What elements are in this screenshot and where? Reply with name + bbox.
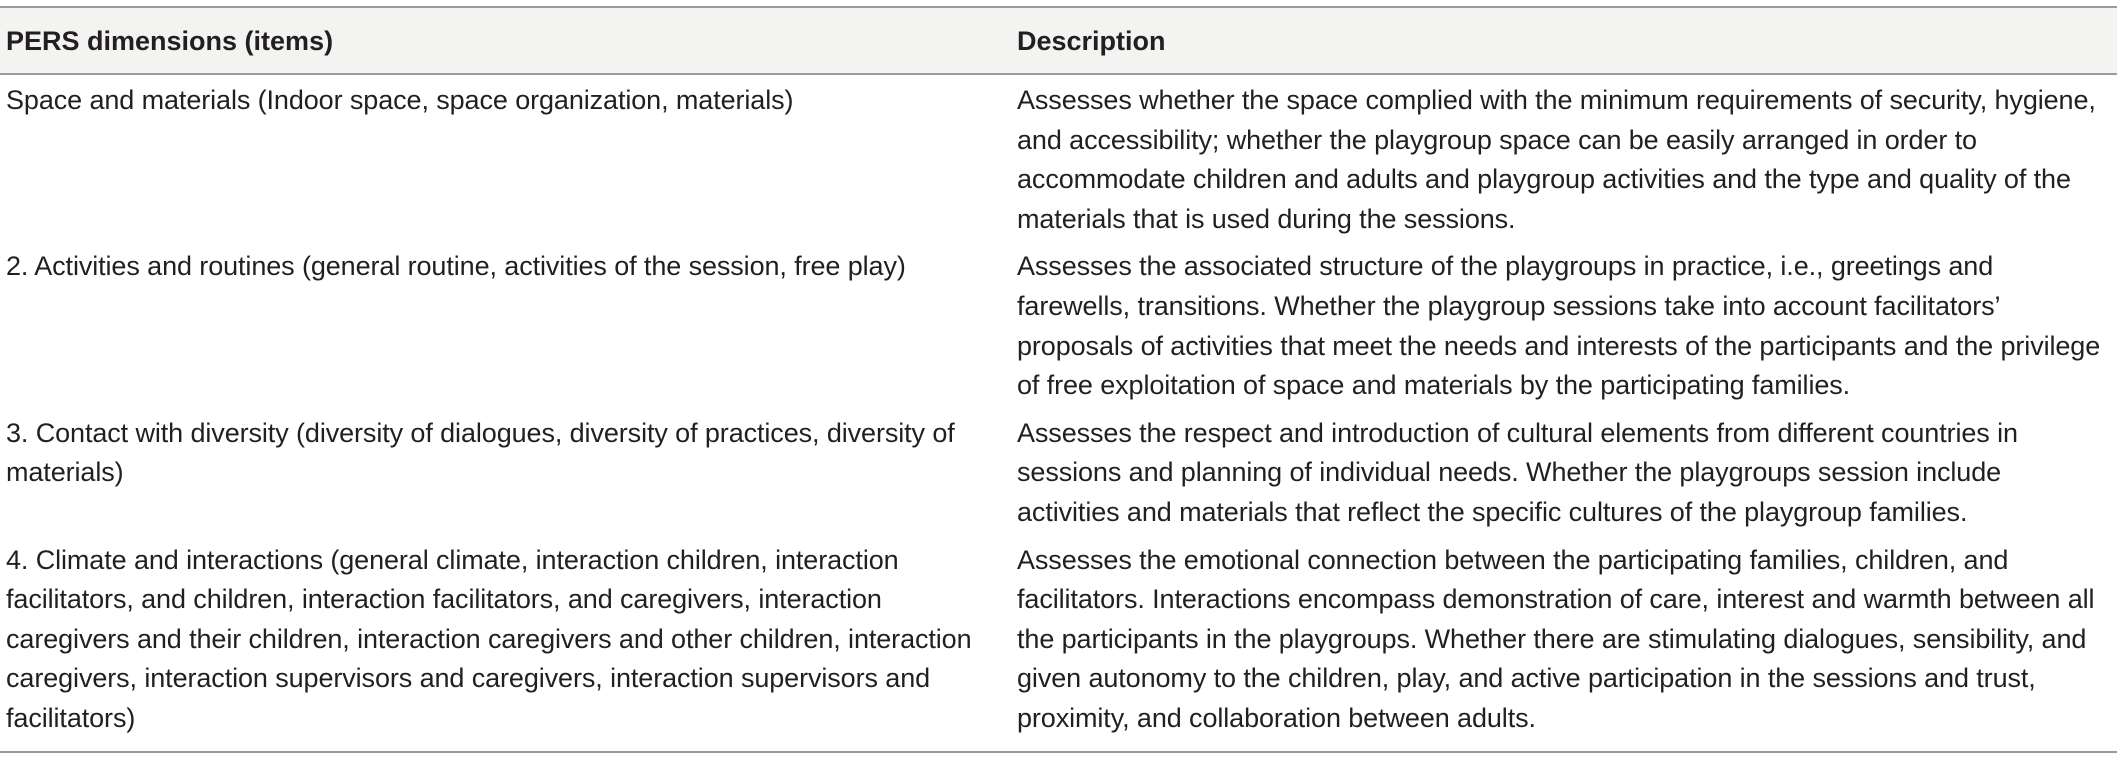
column-header-description: Description bbox=[1017, 26, 1166, 56]
table-row bbox=[0, 408, 2117, 535]
header-row bbox=[0, 7, 2117, 74]
table-row bbox=[0, 74, 2117, 241]
dimension-cell: 4. Climate and interactions (general climate, interaction children, interaction facilitators, and children, interaction facilitators, and caregivers, interaction caregivers and their children, interaction caregivers and other children, interaction caregivers, interaction supervisors and caregivers, interaction supervisors and facilitators) bbox=[6, 544, 972, 733]
description-cell: Assesses the respect and introduction of cultural elements from different countries in sessions and planning of individual needs. Whether the playgroups session include activities and materials that reflect the specific cultures of the playgroup families. bbox=[1017, 417, 2018, 527]
dimension-cell: Space and materials (Indoor space, space organization, materials) bbox=[6, 85, 794, 115]
pers-dimensions-table bbox=[0, 6, 2117, 753]
description-cell: Assesses the associated structure of the playgroups in practice, i.e., greetings and farewells, transitions. Whether the playgroup sessions take into account facilitators’ proposals of activities that meet the needs and interests of the participants and the privilege of free exploitation of space and materials by the participating families. bbox=[1017, 251, 2101, 401]
table-row bbox=[0, 535, 2117, 752]
dimension-cell: 2. Activities and routines (general routine, activities of the session, free play) bbox=[6, 251, 906, 282]
description-cell: Assesses the emotional connection between the participating families, children, and facilitators. Interactions encompass demonstration of care, interest and warmth between all the participants in the playgroups. Whether there are stimulating dialogues, sensibility, and given autonomy to the children, play, and active participation in the sessions and trust, proximity, and collaboration between adults. bbox=[1017, 544, 2095, 733]
pers-dimensions-table-wrapper bbox=[0, 6, 2117, 753]
column-header-dimensions: PERS dimensions (items) bbox=[6, 26, 334, 56]
description-cell: Assesses whether the space complied with the minimum requirements of security, hygiene, and accessibility; whether the playgroup space can be easily arranged in order to accommodate children and adults and playgroup activities and the type and quality of the materials that is used during the sessions. bbox=[1017, 85, 2096, 234]
table-row bbox=[0, 241, 2117, 407]
table-body bbox=[0, 74, 2117, 752]
table-header bbox=[0, 7, 2117, 74]
dimension-cell: 3. Contact with diversity (diversity of dialogues, diversity of practices, diversity of materials) bbox=[6, 417, 955, 488]
